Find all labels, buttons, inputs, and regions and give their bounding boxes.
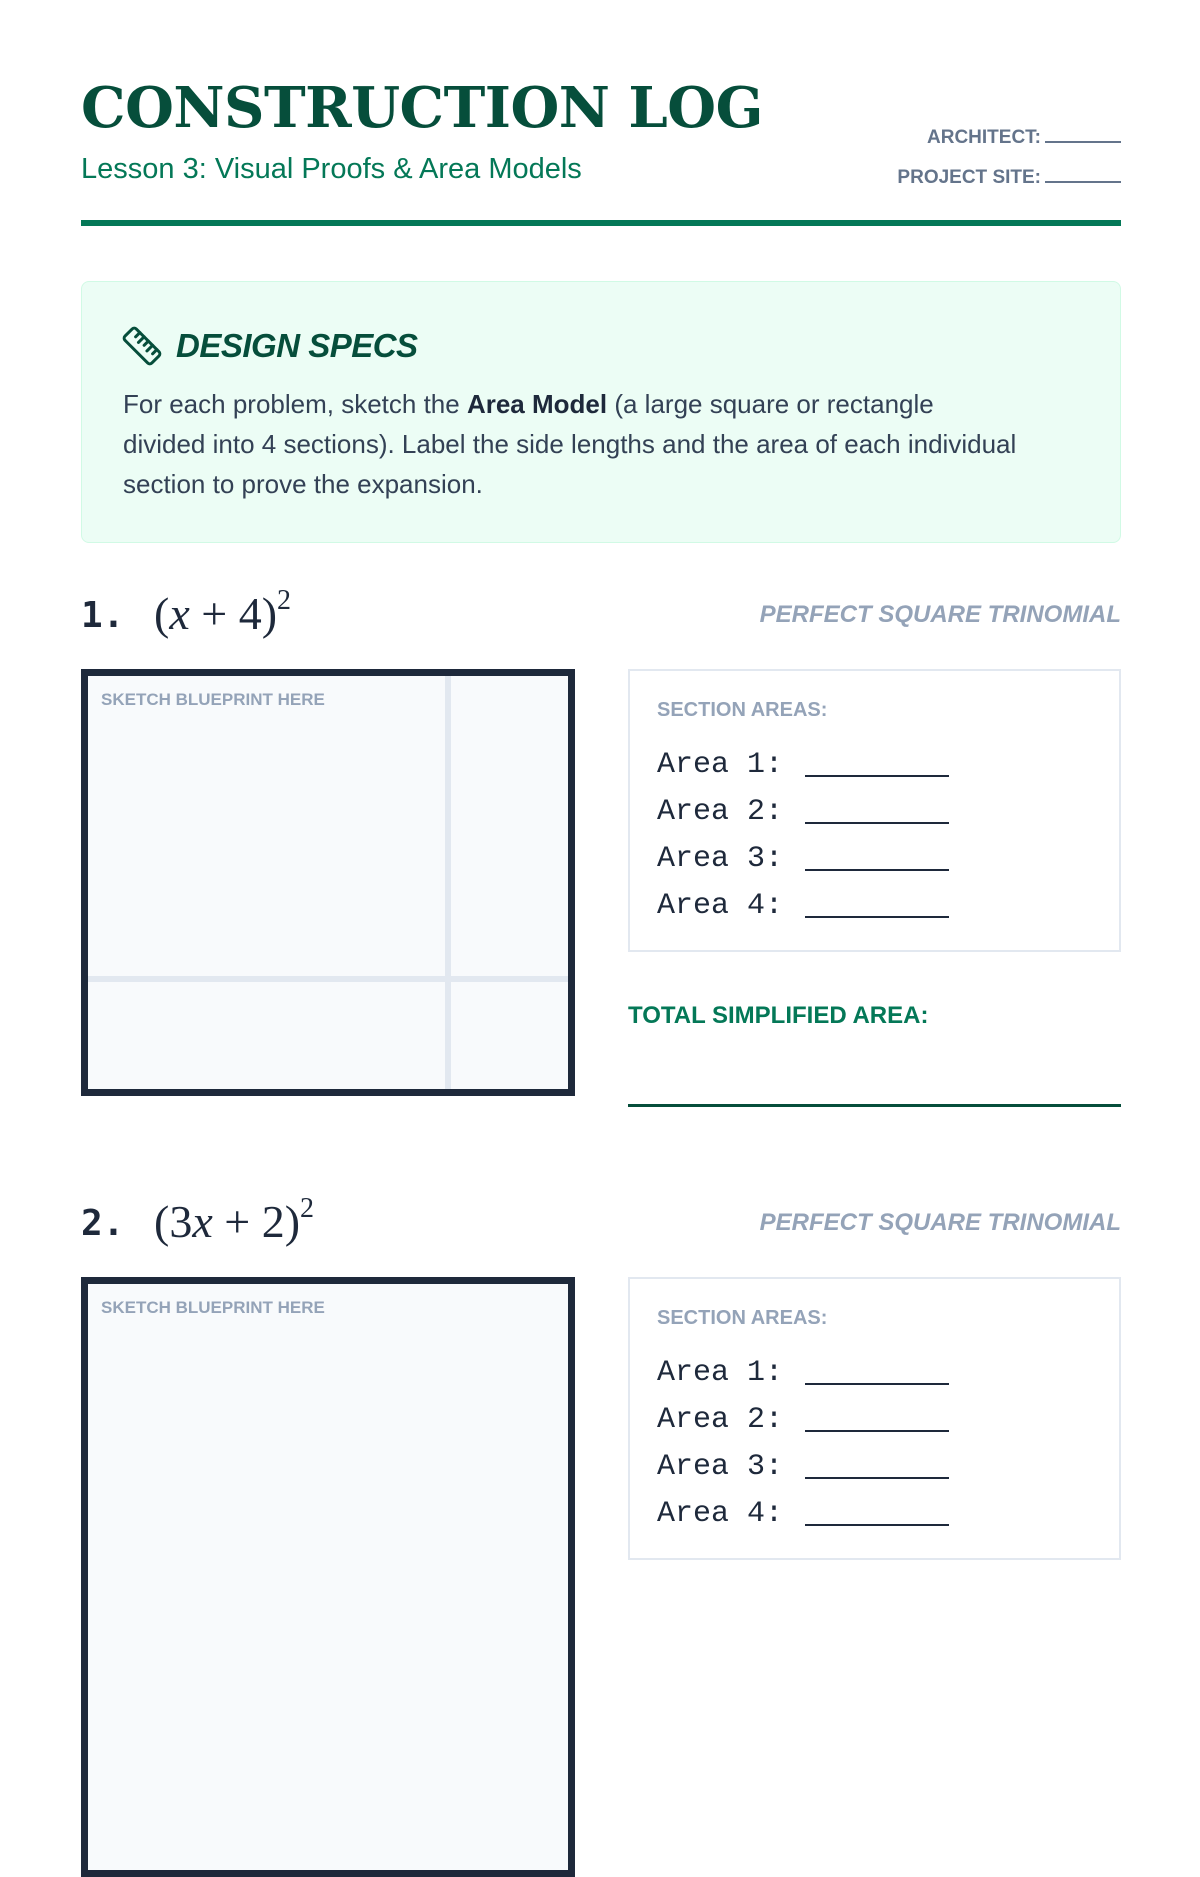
area-answer-blank[interactable] [805, 855, 949, 871]
grid-divider-vertical [445, 676, 451, 1089]
problem-expression [154, 584, 292, 640]
worksheet-page [81, 0, 1121, 1531]
area-label: Area 3: [657, 1449, 784, 1484]
area-answer-blank[interactable] [805, 1416, 949, 1432]
design-specs-text [123, 384, 1023, 504]
grid-divider-horizontal [88, 976, 568, 982]
total-area-answer-line[interactable] [628, 1104, 1121, 1107]
header-divider [81, 220, 1121, 226]
total-area-label: TOTAL SIMPLIFIED AREA: [628, 1002, 929, 1029]
design-specs-heading [122, 326, 418, 366]
area-row [657, 1349, 949, 1396]
area-row [657, 1443, 949, 1490]
architect-label: ARCHITECT: [927, 127, 1041, 148]
area-label: Area 4: [657, 888, 784, 923]
page-title: CONSTRUCTION LOG [81, 75, 763, 141]
section-areas-label: SECTION AREAS: [657, 1307, 828, 1329]
area-label: Area 2: [657, 1402, 784, 1437]
sketch-label: SKETCH BLUEPRINT HERE [101, 690, 325, 709]
project-site-field[interactable] [1045, 169, 1121, 183]
expr-variable: x [192, 1196, 213, 1247]
problem-header [81, 1192, 1121, 1255]
header [81, 0, 1121, 228]
sketch-area[interactable] [81, 669, 575, 1096]
expr-variable: x [169, 588, 190, 639]
area-label: Area 3: [657, 841, 784, 876]
area-answer-blank[interactable] [805, 902, 949, 918]
area-label: Area 2: [657, 794, 784, 829]
sketch-label: SKETCH BLUEPRINT HERE [101, 1298, 325, 1317]
area-list [657, 1349, 949, 1537]
project-site-row [897, 166, 1121, 206]
area-label: Area 1: [657, 1355, 784, 1390]
area-row [657, 788, 949, 835]
ruler-icon [122, 326, 162, 366]
section-areas-box [628, 669, 1121, 952]
architect-row [897, 126, 1121, 166]
expr-part: ( [154, 588, 170, 639]
area-row [657, 1396, 949, 1443]
expr-exponent: 2 [300, 1192, 315, 1224]
problem-number: 2. [81, 1203, 125, 1244]
design-specs-title: DESIGN SPECS [176, 327, 418, 364]
sketch-area[interactable] [81, 1277, 575, 1877]
problem-expression [154, 1192, 315, 1248]
area-row [657, 741, 949, 788]
area-answer-blank[interactable] [805, 808, 949, 824]
specs-text-bold: Area Model [466, 389, 608, 419]
area-answer-blank[interactable] [805, 1369, 949, 1385]
specs-text-part: For each problem, sketch the [123, 389, 467, 419]
area-answer-blank[interactable] [805, 1510, 949, 1526]
area-row [657, 1490, 949, 1537]
project-site-label: PROJECT SITE: [897, 167, 1041, 188]
design-specs-box [81, 281, 1121, 543]
area-row [657, 835, 949, 882]
section-areas-label: SECTION AREAS: [657, 699, 828, 721]
header-meta [897, 126, 1121, 206]
expr-exponent: 2 [277, 584, 292, 616]
problem-number: 1. [81, 595, 125, 636]
architect-field[interactable] [1045, 129, 1121, 143]
section-areas-box [628, 1277, 1121, 1560]
expr-part: + 2) [212, 1196, 301, 1247]
problem-header [81, 584, 1121, 647]
area-answer-blank[interactable] [805, 761, 949, 777]
specs-text-part: (a large square or rectangle divided into 4 sections). Label the side lengths and the area of each individual section to prove the expansion. [123, 389, 1017, 499]
area-answer-blank[interactable] [805, 1463, 949, 1479]
expr-part: (3 [154, 1196, 193, 1247]
problem-type: PERFECT SQUARE TRINOMIAL [759, 1209, 1121, 1236]
page-subtitle: Lesson 3: Visual Proofs & Area Models [81, 153, 582, 185]
area-list [657, 741, 949, 929]
area-row [657, 882, 949, 929]
area-label: Area 4: [657, 1496, 784, 1531]
problem-type: PERFECT SQUARE TRINOMIAL [759, 601, 1121, 628]
area-label: Area 1: [657, 747, 784, 782]
expr-part: + 4) [189, 588, 278, 639]
